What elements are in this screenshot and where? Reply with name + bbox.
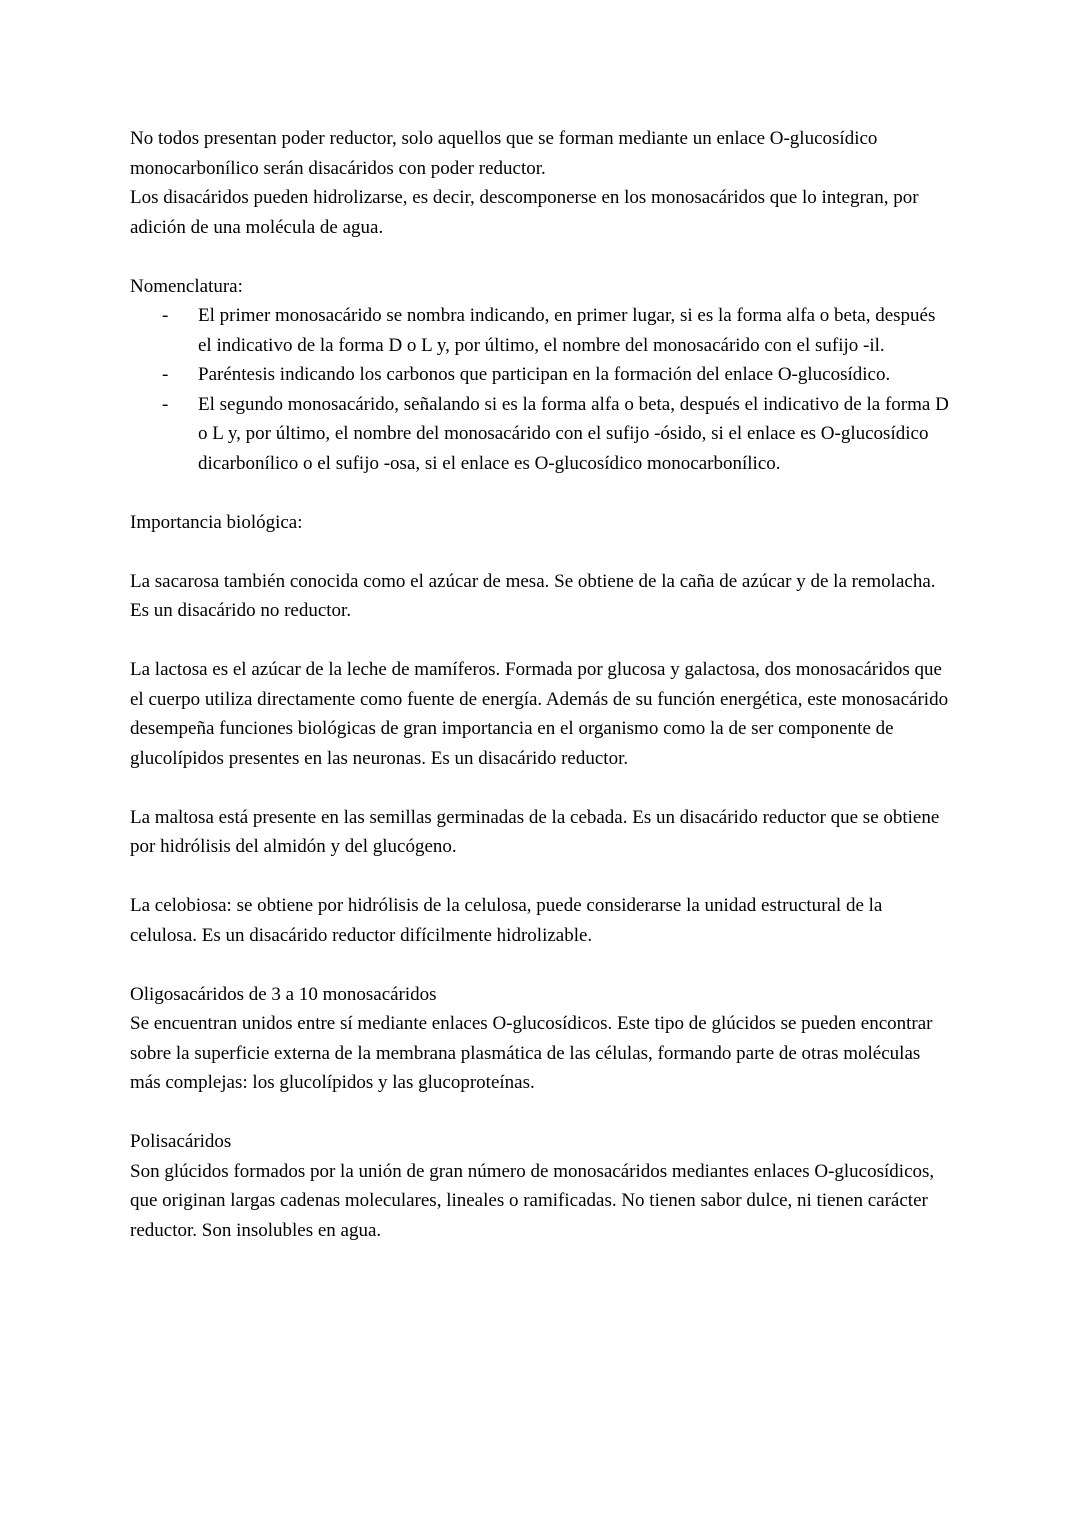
- intro-paragraph: [130, 124, 950, 242]
- nomenclatura-heading: Nomenclatura:: [130, 275, 243, 297]
- list-item-text: El primer monosacárido se nombra indicando, en primer lugar, si es la forma alfa o beta, después el indicativo de la forma D o L y, por último, el nombre del monosacárido con el sufijo -il.: [198, 305, 936, 356]
- paragraph-celobiosa: La celobiosa: se obtiene por hidrólisis de la celulosa, puede considerarse la unidad estructural de la celulosa. Es un disacárido reductor difícilmente hidrolizable.: [130, 895, 883, 946]
- polisacaridos-section: [130, 1127, 950, 1245]
- oligosacaridos-body: Se encuentran unidos entre sí mediante enlaces O-glucosídicos. Este tipo de glúcidos se pueden encontrar sobre la superficie externa de la membrana plasmática de las células, formando parte de otras moléculas más complejas: los glucolípidos y las glucoproteínas.: [130, 1013, 933, 1093]
- list-item-text: El segundo monosacárido, señalando si es la forma alfa o beta, después el indicativo de la forma D o L y, por último, el nombre del monosacárido con el sufijo -ósido, si el enlace es O-glucosídico dicarbonílico o el sufijo -osa, si el enlace es O-glucosídico monocarbonílico.: [198, 393, 949, 474]
- list-item-text: Paréntesis indicando los carbonos que participan en la formación del enlace O-glucosídico.: [198, 364, 891, 385]
- oligosacaridos-section: [130, 980, 950, 1098]
- dash-bullet: -: [162, 393, 169, 415]
- dash-bullet: -: [162, 305, 169, 326]
- list-item: [130, 360, 950, 390]
- paragraph-lactosa: La lactosa es el azúcar de la leche de mamíferos. Formada por glucosa y galactosa, dos monosacáridos que el cuerpo utiliza directamente como fuente de energía. Además de su función energética, este monosacárido desempeña funciones biológicas de gran importancia en el organismo como la de ser componente de glucolípidos presentes en las neuronas. Es un disacárido reductor.: [130, 659, 949, 769]
- list-item: [130, 390, 950, 479]
- nomenclatura-list: [130, 301, 950, 478]
- intro-line-1: No todos presentan poder reductor, solo aquellos que se forman mediante un enlace O-glucosídico monocarbonílico serán disacáridos con poder reductor.: [130, 128, 878, 179]
- paragraph-sacarosa: La sacarosa también conocida como el azúcar de mesa. Se obtiene de la caña de azúcar y de la remolacha. Es un disacárido no reductor.: [130, 570, 936, 621]
- dash-bullet: -: [162, 364, 169, 385]
- polisacaridos-heading: Polisacáridos: [130, 1131, 232, 1152]
- polisacaridos-body: Son glúcidos formados por la unión de gran número de monosacáridos mediantes enlaces O-glucosídicos, que originan largas cadenas moleculares, lineales o ramificadas. No tienen sabor dulce, ni tienen carácter reductor. Son insolubles en agua.: [130, 1160, 935, 1241]
- intro-line-2: Los disacáridos pueden hidrolizarse, es decir, descomponerse en los monosacáridos que lo integran, por adición de una molécula de agua.: [130, 187, 919, 238]
- oligosacaridos-heading: Oligosacáridos de 3 a 10 monosacáridos: [130, 983, 437, 1005]
- importancia-heading: Importancia biológica:: [130, 511, 303, 533]
- paragraph-maltosa: La maltosa está presente en las semillas germinadas de la cebada. Es un disacárido reductor que se obtiene por hidrólisis del almidón y del glucógeno.: [130, 806, 940, 857]
- list-item: [130, 301, 950, 360]
